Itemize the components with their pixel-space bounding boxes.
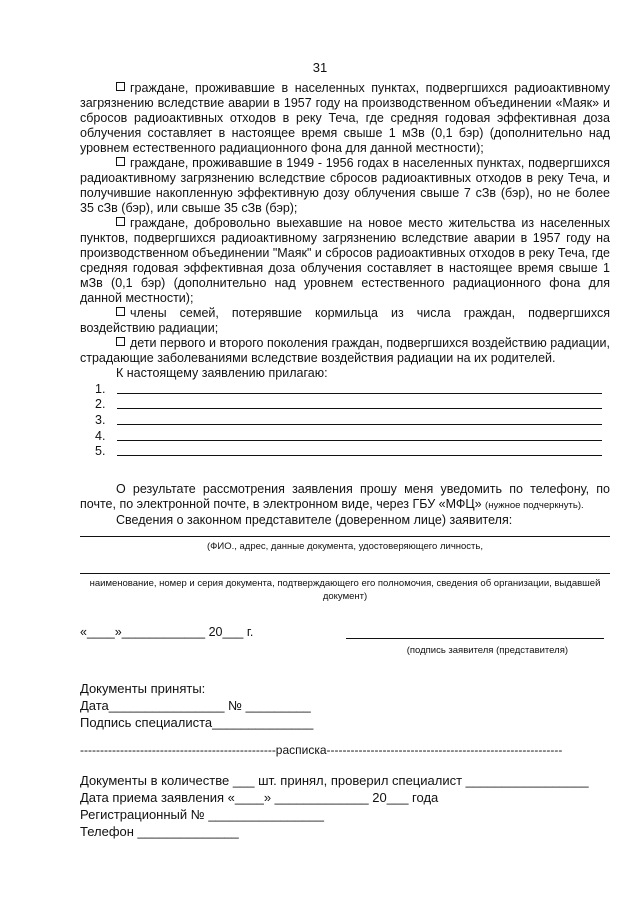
receipt-line-1: Документы в количестве ___ шт. принял, проверил специалист _________________ <box>80 773 589 789</box>
representative-line-1 <box>80 528 610 537</box>
date-signature-row <box>80 625 610 641</box>
paragraph-1 <box>80 81 610 156</box>
attachment-number: 4. <box>95 428 106 443</box>
receipt-line-2: Дата приема заявления «____» _____________ 20___ года <box>80 790 439 806</box>
attachment-number: 3. <box>95 413 106 428</box>
attachment-line-2 <box>80 397 610 413</box>
checkbox-icon <box>116 82 125 91</box>
paragraph-2 <box>80 156 610 216</box>
notification-text: О результате рассмотрения заявления прошу меня уведомить по телефону, по почте, по электронной почте, в электронном виде, через ГБУ «МФЦ» <box>80 482 610 512</box>
attachment-line-3 <box>80 412 610 428</box>
paragraph-3-text: граждане, добровольно выехавшие на новое место жительства из населенных пунктов, подвергшихся радиоактивному загрязнению вследствие аварии в 1957 году на производственном объединении "Маяк" и сбросов радиоактивных отходов в реку Теча, где средняя годовая эффективная доза облучения составляет в настоящее время свыше 1 мЗв (0,1 бэр) (дополнительно над уровнем естественного радиационного фона для данной местности); <box>80 216 610 305</box>
attachment-number: 5. <box>95 444 106 459</box>
accepted-title: Документы приняты: <box>80 681 206 697</box>
representative-caption-2: наименование, номер и серия документа, подтверждающего его полномочия, сведения об организации, выдавшей документ) <box>89 578 601 603</box>
attachment-blank-line <box>117 440 602 441</box>
signature-caption: (подпись заявителя (представителя) <box>406 645 568 657</box>
receipt-line-4: Телефон ______________ <box>80 824 239 840</box>
attachment-number: 2. <box>95 397 106 412</box>
checkbox-icon <box>116 217 125 226</box>
representative-title: Сведения о законном представителе (доверенном лице) заявителя: <box>116 513 513 528</box>
notification-note: (нужное подчеркнуть). <box>485 500 584 512</box>
attachment-blank-line <box>117 424 602 425</box>
attachment-blank-line <box>117 393 602 394</box>
page-number: 31 <box>312 60 328 75</box>
receipt-block <box>80 772 610 840</box>
date-field: «____»____________ 20___ г. <box>80 625 254 640</box>
document-body <box>80 81 610 840</box>
attachment-line-1 <box>80 381 610 397</box>
paragraph-3 <box>80 216 610 306</box>
paragraph-1-text: граждане, проживавшие в населенных пунктах, подвергшихся радиоактивному загрязнению вследствие аварии в 1957 году на производственном объединении «Маяк» и сбросов радиоактивных отходов в реку Теча, где средняя годовая эффективная доза облучения составляет в настоящее время свыше 1 мЗв (0,1 бэр) (дополнительно над уровнем естественного радиационного фона для данной местности); <box>80 81 610 155</box>
attachments-list <box>80 381 610 459</box>
representative-line-2 <box>80 565 610 574</box>
signature-line <box>346 638 604 639</box>
accepted-signature: Подпись специалиста______________ <box>80 715 314 731</box>
attachment-number: 1. <box>95 381 106 396</box>
attachment-line-4 <box>80 428 610 444</box>
attachment-blank-line <box>117 455 602 456</box>
paragraph-2-text: граждане, проживавшие в 1949 - 1956 годах в населенных пунктах, подвергшихся радиоактивному загрязнению вследствие сбросов радиоактивных отходов в реку Теча, и получившие накопленную эффективную дозу облучения свыше 7 сЗв (бэр), но не более 35 сЗв (бэр), или свыше 35 сЗв (бэр); <box>80 156 610 215</box>
receipt-divider: -------------------------------------------------расписка----------------------------------------------------------- <box>80 743 563 758</box>
paragraph-4 <box>80 306 610 336</box>
paragraph-4-text: члены семей, потерявшие кормильца из числа граждан, подвергшихся воздействию радиации; <box>80 306 610 335</box>
paragraph-5-text: дети первого и второго поколения граждан, подвергшихся воздействию радиации, страдающие заболеваниями вследствие воздействия радиации на их родителей. <box>80 336 610 365</box>
attachments-title: К настоящему заявлению прилагаю: <box>116 366 328 380</box>
attachment-line-5 <box>80 444 610 460</box>
notification-paragraph <box>80 482 610 513</box>
documents-accepted-block <box>80 680 610 731</box>
representative-caption-1: (ФИО., адрес, данные документа, удостоверяющего личность, <box>206 541 483 553</box>
accepted-date: Дата________________ № _________ <box>80 698 311 714</box>
checkbox-icon <box>116 337 125 346</box>
checkbox-icon <box>116 157 125 166</box>
receipt-line-3: Регистрационный № ________________ <box>80 807 324 823</box>
paragraph-5 <box>80 336 610 366</box>
attachment-blank-line <box>117 408 602 409</box>
checkbox-icon <box>116 307 125 316</box>
